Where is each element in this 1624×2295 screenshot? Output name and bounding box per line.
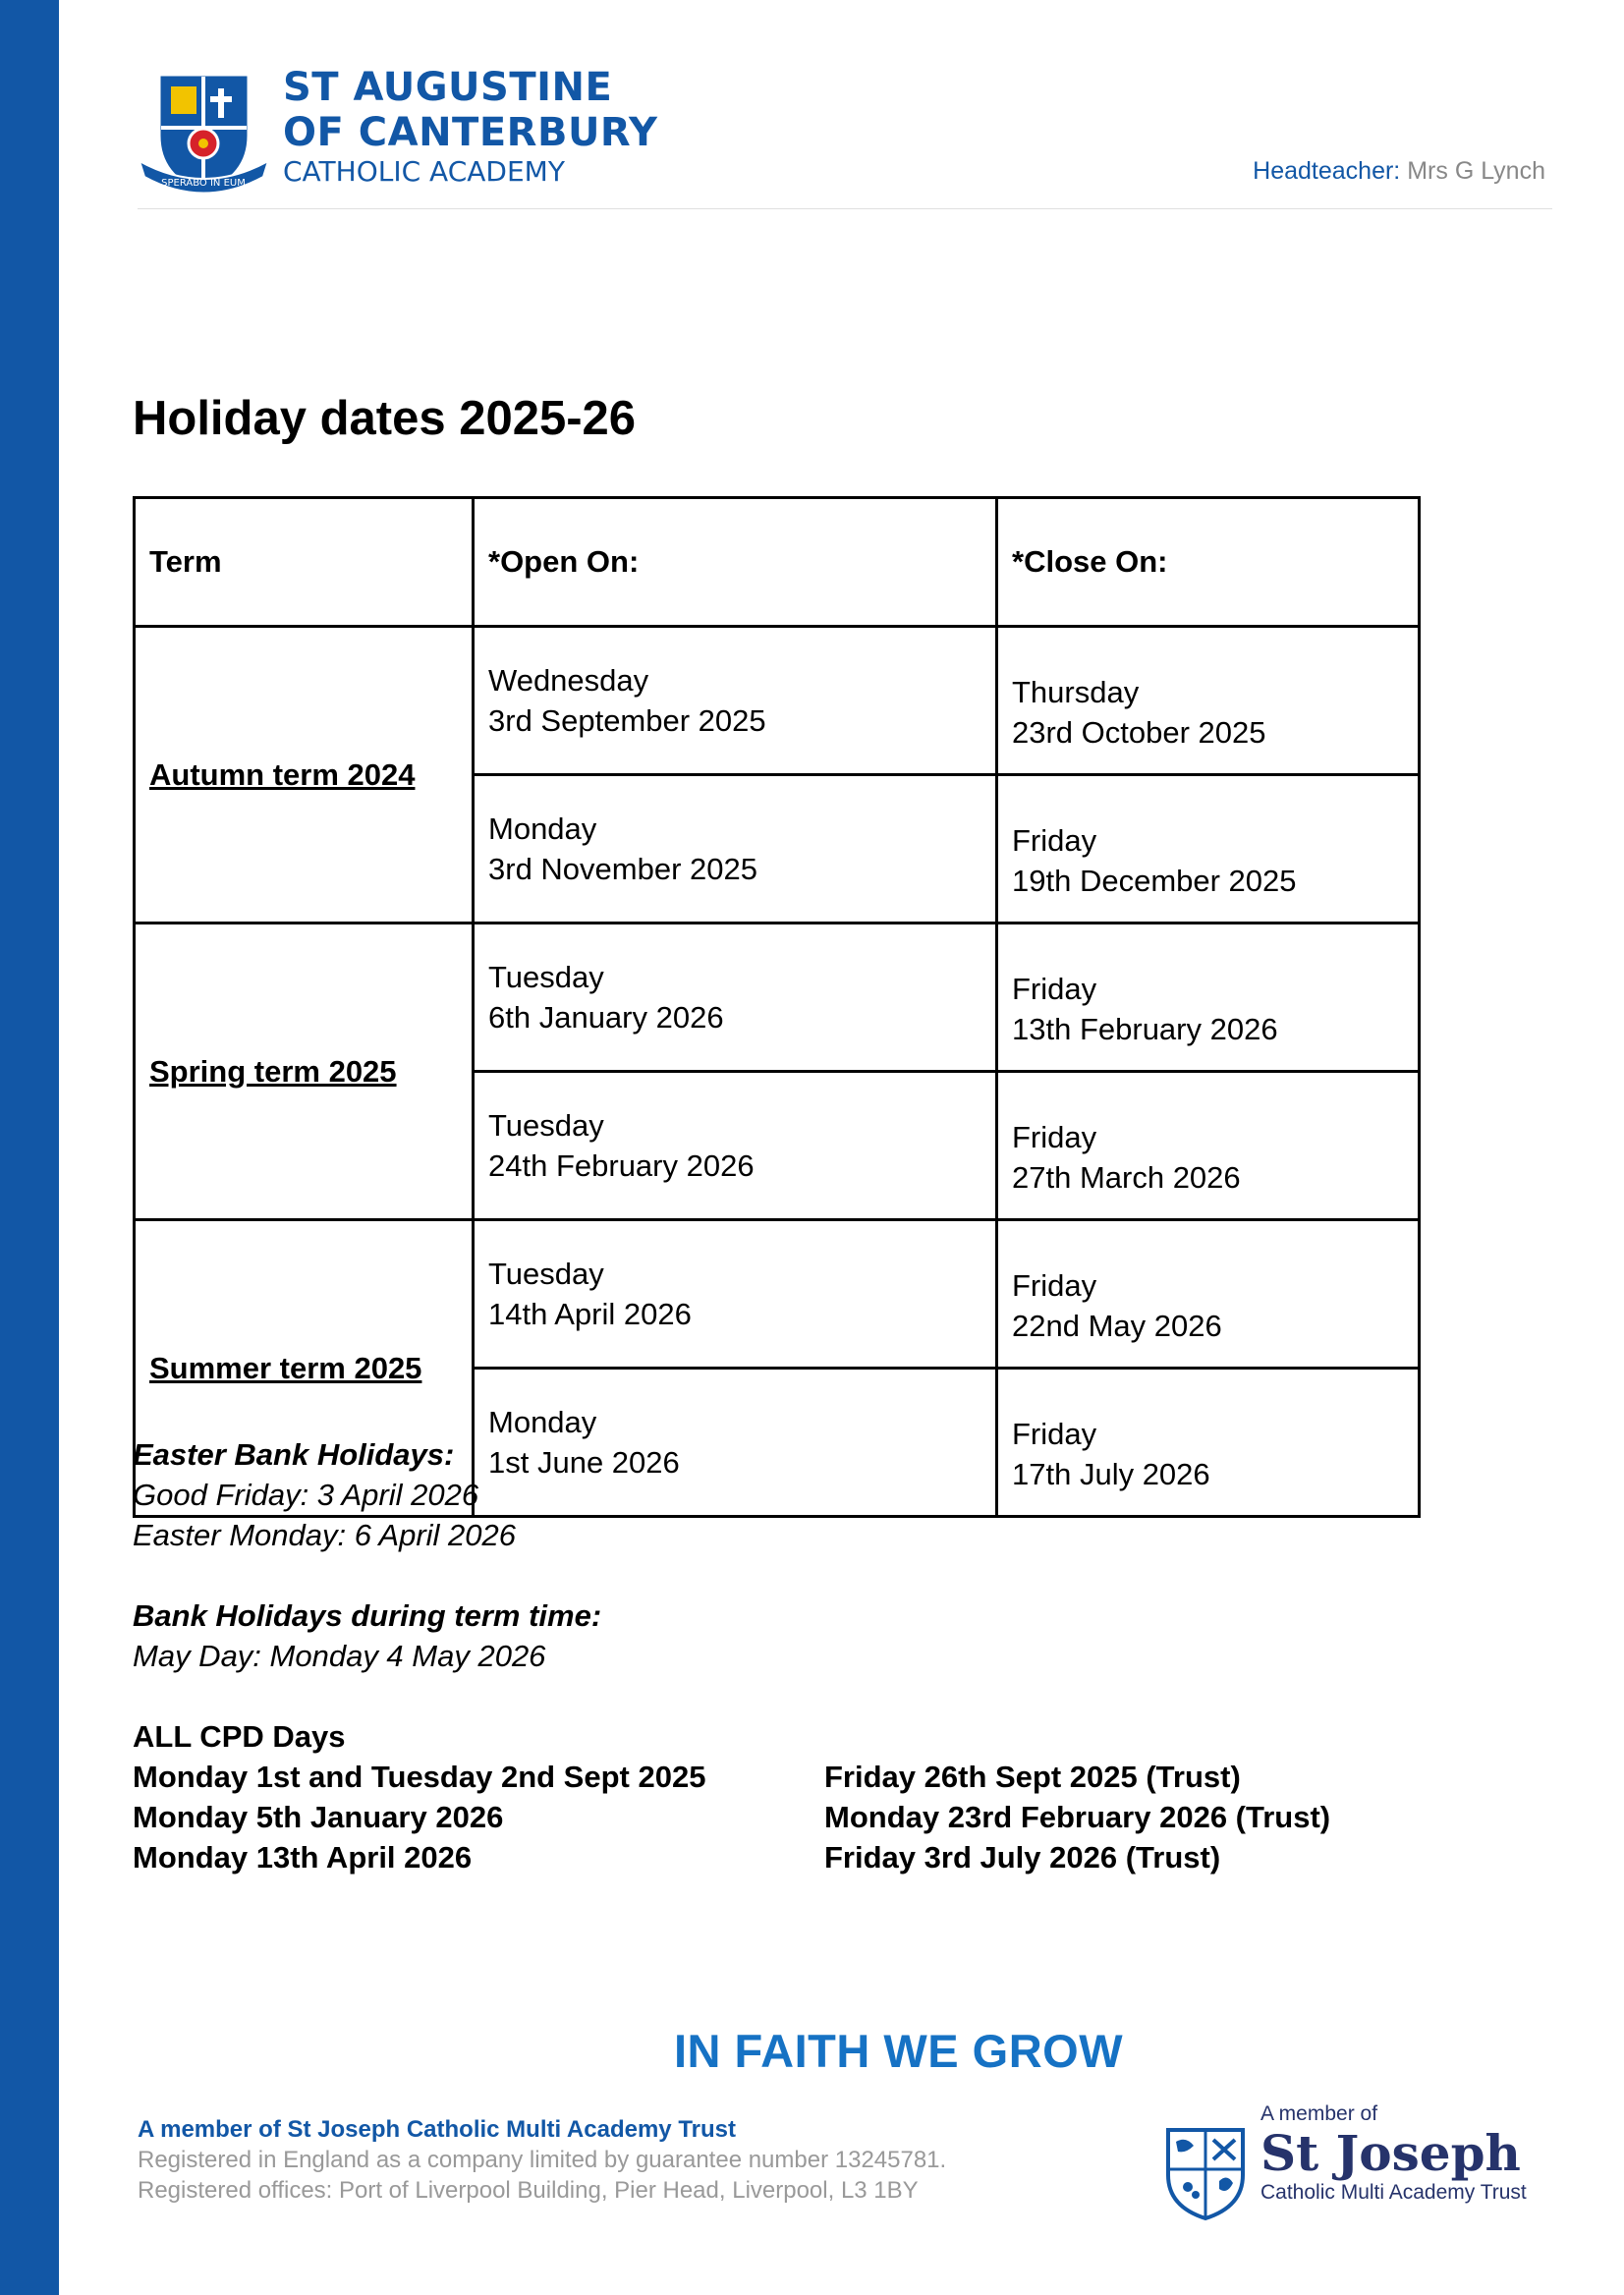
open-date: 3rd November 2025 <box>488 852 757 886</box>
open-cell <box>474 1220 997 1369</box>
close-day: Thursday <box>1012 675 1140 709</box>
open-day: Tuesday <box>488 960 604 994</box>
school-name-line1: ST AUGUSTINE <box>283 65 613 110</box>
header-open-on: *Open On: <box>474 498 997 627</box>
open-day: Tuesday <box>488 1257 604 1291</box>
header-term: Term <box>135 498 474 627</box>
holiday-dates-table <box>133 496 1421 1518</box>
close-day: Friday <box>1012 823 1097 858</box>
close-date: 27th March 2026 <box>1012 1160 1241 1195</box>
school-name-line3: CATHOLIC ACADEMY <box>283 155 565 188</box>
st-joseph-trust-logo <box>1260 2102 1527 2205</box>
cpd-heading: ALL CPD Days <box>133 1719 346 1754</box>
easter-heading: Easter Bank Holidays: <box>133 1437 455 1472</box>
crest-motto: SPERABO IN EUM <box>161 178 246 189</box>
open-day: Monday <box>488 1405 597 1439</box>
sj-trust-name: Catholic Multi Academy Trust <box>1260 2181 1527 2204</box>
headteacher-name: Mrs G Lynch <box>1407 157 1545 185</box>
cpd-day: Friday 3rd July 2026 (Trust) <box>824 1840 1221 1875</box>
open-cell <box>474 924 997 1072</box>
st-joseph-crest-logo <box>1162 2124 1249 2222</box>
close-date: 13th February 2026 <box>1012 1012 1278 1046</box>
table-row <box>135 1220 1420 1369</box>
page-title: Holiday dates 2025-26 <box>133 392 637 445</box>
bank-holidays-heading: Bank Holidays during term time: <box>133 1598 602 1633</box>
open-cell <box>474 627 997 775</box>
cpd-day: Monday 23rd February 2026 (Trust) <box>824 1800 1331 1834</box>
cpd-day: Monday 1st and Tuesday 2nd Sept 2025 <box>133 1760 706 1794</box>
close-day: Friday <box>1012 972 1097 1006</box>
open-date: 14th April 2026 <box>488 1297 692 1331</box>
open-day: Tuesday <box>488 1108 604 1143</box>
cpd-day: Monday 5th January 2026 <box>133 1800 504 1834</box>
close-date: 23rd October 2025 <box>1012 715 1266 750</box>
table-header-row <box>135 498 1420 627</box>
term-cell <box>135 627 474 924</box>
close-day: Friday <box>1012 1120 1097 1154</box>
registration-line: Registered in England as a company limited by guarantee number 13245781. <box>138 2147 947 2173</box>
bank-holiday-item: May Day: Monday 4 May 2026 <box>133 1639 546 1673</box>
easter-item: Easter Monday: 6 April 2026 <box>133 1518 517 1552</box>
cpd-day: Friday 26th Sept 2025 (Trust) <box>824 1760 1241 1794</box>
close-cell <box>997 775 1420 924</box>
side-accent-bar <box>0 0 59 2295</box>
sj-name: St Joseph <box>1260 2124 1521 2182</box>
header-divider <box>138 208 1552 209</box>
footer-registration <box>138 2114 946 2206</box>
close-day: Friday <box>1012 1268 1097 1303</box>
sj-a-member-of: A member of <box>1260 2102 1378 2125</box>
close-date: 22nd May 2026 <box>1012 1309 1222 1343</box>
open-date: 6th January 2026 <box>488 1000 724 1035</box>
registered-office-line: Registered offices: Port of Liverpool Building, Pier Head, Liverpool, L3 1BY <box>138 2177 919 2204</box>
close-cell <box>997 924 1420 1072</box>
table-row <box>135 627 1420 775</box>
headteacher <box>1253 157 1545 186</box>
open-day: Wednesday <box>488 663 649 698</box>
open-date: 1st June 2026 <box>488 1445 680 1480</box>
term-name: Spring term 2025 <box>149 1053 397 1089</box>
close-day: Friday <box>1012 1417 1097 1451</box>
trust-member-line: A member of St Joseph Catholic Multi Academy Trust <box>138 2116 736 2143</box>
school-name-line2: OF CANTERBURY <box>283 110 658 155</box>
cpd-day: Monday 13th April 2026 <box>133 1840 473 1875</box>
open-cell <box>474 775 997 924</box>
headteacher-label: Headteacher: <box>1253 157 1401 185</box>
table-row <box>135 924 1420 1072</box>
close-date: 17th July 2026 <box>1012 1457 1210 1491</box>
close-cell <box>997 627 1420 775</box>
open-day: Monday <box>488 812 597 846</box>
easter-item: Good Friday: 3 April 2026 <box>133 1478 479 1512</box>
term-name: Summer term 2025 <box>149 1350 422 1385</box>
close-date: 19th December 2025 <box>1012 864 1297 898</box>
open-cell <box>474 1072 997 1220</box>
term-cell <box>135 924 474 1220</box>
school-crest-logo <box>138 67 270 199</box>
school-motto: IN FAITH WE GROW <box>674 2025 1124 2077</box>
term-name: Autumn term 2024 <box>149 756 416 792</box>
open-date: 3rd September 2025 <box>488 703 766 738</box>
close-cell <box>997 1072 1420 1220</box>
header-close-on: *Close On: <box>997 498 1420 627</box>
notes-section <box>133 1434 1414 1877</box>
open-date: 24th February 2026 <box>488 1148 755 1183</box>
school-name <box>283 65 658 189</box>
cpd-days-grid <box>133 1757 1414 1877</box>
close-cell <box>997 1220 1420 1369</box>
